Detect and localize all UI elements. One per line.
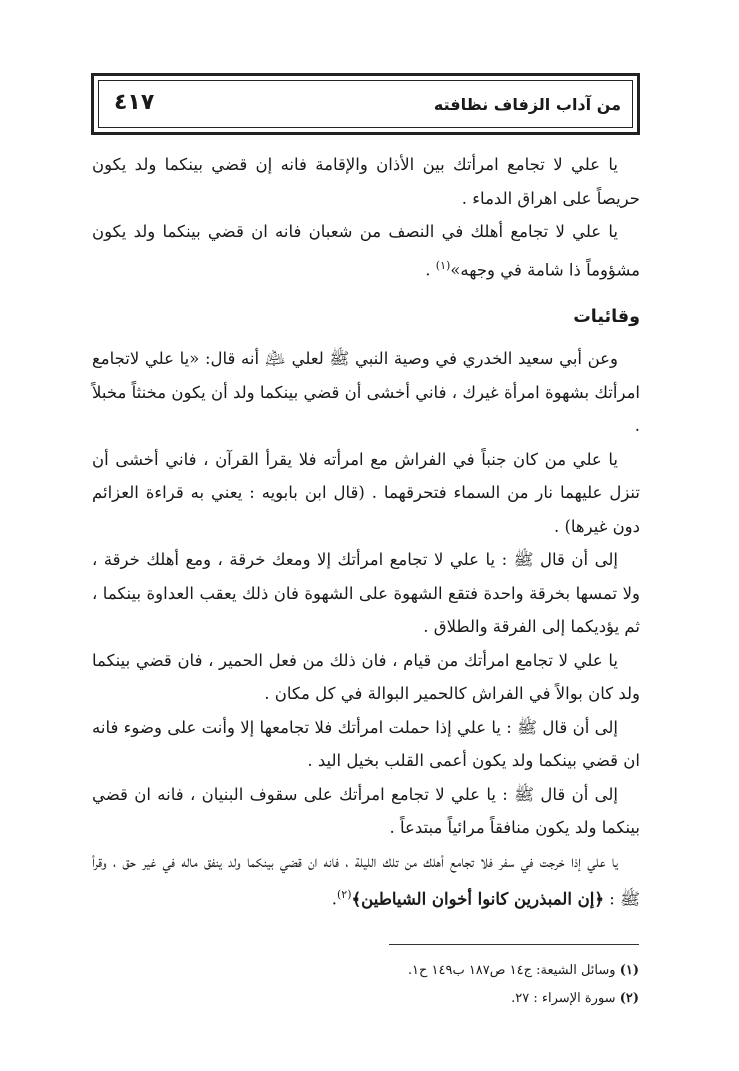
section-heading: وقائيات bbox=[573, 306, 640, 327]
page-header bbox=[91, 73, 640, 135]
footnote-divider bbox=[389, 944, 639, 945]
paragraph-3: وعن أبي سعيد الخدري في وصية النبي ﷺ لعلي ﵇ أنه قال: «يا علي لاتجامع امرأتك بشهوة امرأة غيرك ، فاني أخشى أن قضي بينكما ولد أن يكون مخنثاً مخبلاً . bbox=[92, 349, 640, 435]
quran-quote: ﴿إن المبذرين كانوا أخوان الشياطين﴾ bbox=[351, 889, 605, 909]
main-text bbox=[92, 148, 640, 916]
paragraph-1: يا علي لا تجامع امرأتك بين الأذان والإقامة فانه إن قضي بينكما ولد يكون حريصاً على اهراق الدماء . bbox=[92, 155, 640, 208]
paragraph-9-end: . bbox=[331, 889, 337, 909]
paragraph-9 bbox=[92, 845, 640, 917]
footnote-1 bbox=[300, 957, 639, 985]
paragraph-8: إلى أن قال ﷺ : يا علي لا تجامع امرأتك على سقوف البنيان ، فانه ان قضي بينكما ولد يكون منافقاً مرائياً مبتدعاً . bbox=[92, 784, 640, 837]
paragraph-7: إلى أن قال ﷺ : يا علي إذا حملت امرأتك فلا تجامعها إلا وأنت على وضوء فانه ان قضي بينكما ولد يكون أعمى القلب بخيل اليد . bbox=[92, 717, 640, 770]
paragraph-2-end: . bbox=[425, 260, 436, 279]
footnote-2-number: (٢) bbox=[619, 991, 639, 1006]
paragraph-9-text: يا علي إذا خرجت في سفر فلا تجامع أهلك من تلك الليلة ، فانه ان قضي بينكما ولد ينفق ماله في غير حق ، وقرأ ﷺ : bbox=[92, 851, 640, 909]
footnote-1-text: وسائل الشيعة: ج١٤ ص١٨٧ ب١٤٩ ح١. bbox=[407, 963, 620, 978]
footnote-2-text: سورة الإسراء : ٢٧. bbox=[511, 991, 620, 1006]
footnote-ref-2: (٢) bbox=[336, 888, 352, 901]
footnote-1-number: (١) bbox=[619, 963, 639, 978]
paragraph-2 bbox=[92, 215, 640, 287]
paragraph-6: يا علي لا تجامع امرأتك من قيام ، فان ذلك من فعل الحمير ، فان قضي بينكما ولد كان بوالاً في الفراش كالحمير البوالة في كل مكان . bbox=[92, 650, 640, 703]
paragraph-5: إلى أن قال ﷺ : يا علي لا تجامع امرأتك إلا ومعك خرقة ، ومع أهلك خرقة ، ولا تمسها بخرقة واحدة فتقع الشهوة على الشهوة فان ذلك يعقب العداوة بينكما ، ثم يؤديكما إلى الفرقة والطلاق . bbox=[92, 550, 640, 636]
footnote-2 bbox=[300, 985, 639, 1013]
paragraph-2-text: يا علي لا تجامع أهلك في النصف من شعبان فانه ان قضي بينكما ولد يكون مشؤوماً ذا شامة في وجهه» bbox=[92, 222, 640, 279]
footnote-ref-1: (١) bbox=[435, 258, 451, 272]
running-title: من آداب الزفاف نظافته bbox=[433, 95, 621, 114]
footnotes bbox=[300, 957, 639, 1013]
paragraph-4: يا علي من كان جنباً في الفراش مع امرأته فلا يقرأ القرآن ، فاني أخشى أن تنزل عليهما نار من السماء فتحرقهما . (قال ابن بابويه : يعني به قراءة العزائم دون غيرها) . bbox=[92, 449, 640, 536]
page-number: ٤١٧ bbox=[114, 90, 155, 115]
